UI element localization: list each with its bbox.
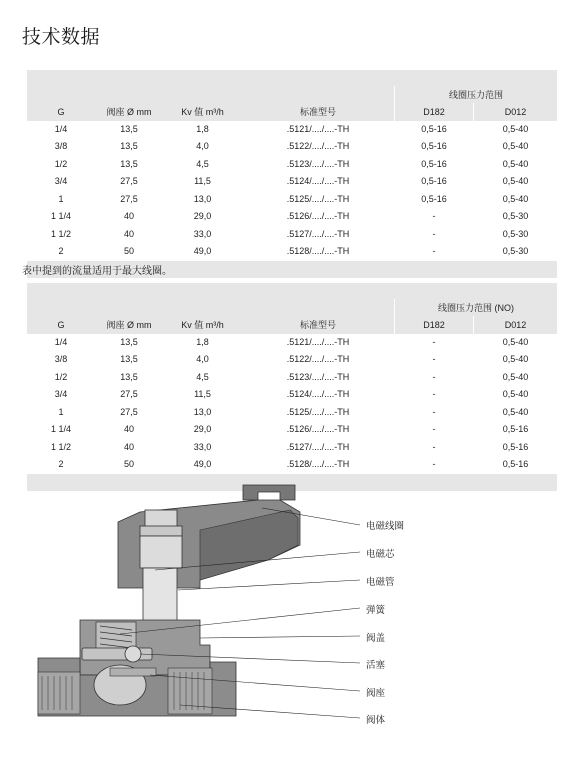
cell-d012: 0,5-40 — [473, 121, 557, 139]
cell-model: .5122/..../....-TH — [242, 138, 394, 156]
col-header-model: 标准型号 — [299, 107, 336, 118]
col-header-model: 标准型号 — [299, 320, 336, 331]
cell-d182: 0,5-16 — [394, 173, 473, 191]
table-row — [27, 173, 557, 191]
label-solenoid-core: 电磁芯 — [366, 549, 395, 560]
cell-kv: 11,5 — [163, 173, 242, 191]
table-top-band — [27, 70, 557, 86]
cell-d012: 0,5-30 — [473, 226, 557, 244]
cell-model: .5126/..../....-TH — [242, 208, 394, 226]
cell-d012: 0,5-40 — [473, 404, 557, 422]
valve-cutaway-illustration — [0, 470, 585, 761]
cell-kv: 11,5 — [163, 386, 242, 404]
cell-kv: 33,0 — [163, 226, 242, 244]
cell-model: .5127/..../....-TH — [242, 439, 394, 457]
cell-g: 3/8 — [27, 138, 95, 156]
cell-seat: 27,5 — [95, 191, 163, 209]
cell-d182: - — [394, 208, 473, 226]
col-header-d012: D012 — [473, 316, 557, 334]
cell-kv: 4,0 — [163, 351, 242, 369]
col-header-g: G — [57, 106, 65, 117]
cell-model: .5124/..../....-TH — [242, 173, 394, 191]
table-row — [27, 121, 557, 139]
table-top-band — [27, 283, 557, 299]
cell-d012: 0,5-30 — [473, 243, 557, 261]
table-group-header-row — [27, 86, 557, 103]
col-header-seat: 阀座 Ø mm — [106, 107, 152, 118]
spec-table-nc — [27, 70, 557, 278]
cell-seat: 13,5 — [95, 334, 163, 352]
table-row — [27, 386, 557, 404]
cell-seat: 13,5 — [95, 369, 163, 387]
table-header-row — [27, 103, 557, 121]
cell-seat: 40 — [95, 421, 163, 439]
cell-g: 3/8 — [27, 351, 95, 369]
table-row — [27, 156, 557, 174]
cell-seat: 50 — [95, 456, 163, 474]
page-title: 技术数据 — [22, 27, 101, 48]
cell-g: 1 1/4 — [27, 208, 95, 226]
cell-g: 1/2 — [27, 369, 95, 387]
label-bonnet: 阀盖 — [366, 633, 386, 644]
cell-d012: 0,5-40 — [473, 351, 557, 369]
cell-d012: 0,5-16 — [473, 439, 557, 457]
table-note: 表中提到的流量适用于最大线圈。 — [22, 266, 172, 277]
cell-d182: - — [394, 351, 473, 369]
cell-seat: 13,5 — [95, 121, 163, 139]
cell-d182: 0,5-16 — [394, 156, 473, 174]
cell-d012: 0,5-40 — [473, 191, 557, 209]
col-header-g: G — [57, 319, 65, 330]
cell-seat: 13,5 — [95, 138, 163, 156]
label-spring: 弹簧 — [366, 605, 386, 616]
cell-g: 1 — [27, 404, 95, 422]
cell-model: .5121/..../....-TH — [242, 334, 394, 352]
cell-d182: 0,5-16 — [394, 191, 473, 209]
cell-model: .5125/..../....-TH — [242, 191, 394, 209]
cell-d182: - — [394, 369, 473, 387]
table-row — [27, 243, 557, 261]
cell-d182: - — [394, 386, 473, 404]
cell-kv: 13,0 — [163, 191, 242, 209]
table-row — [27, 421, 557, 439]
table-row — [27, 404, 557, 422]
cell-seat: 50 — [95, 243, 163, 261]
cell-d012: 0,5-40 — [473, 369, 557, 387]
cell-d012: 0,5-40 — [473, 156, 557, 174]
cell-d182: - — [394, 421, 473, 439]
cell-seat: 27,5 — [95, 404, 163, 422]
cell-seat: 27,5 — [95, 173, 163, 191]
cell-kv: 1,8 — [163, 121, 242, 139]
cell-model: .5128/..../....-TH — [242, 243, 394, 261]
cell-model: .5123/..../....-TH — [242, 156, 394, 174]
cell-d012: 0,5-40 — [473, 173, 557, 191]
cell-g: 1/4 — [27, 334, 95, 352]
cell-g: 1 — [27, 191, 95, 209]
col-header-kv: Kv 值 m³/h — [181, 320, 224, 331]
cell-d182: - — [394, 334, 473, 352]
table-row — [27, 369, 557, 387]
cell-d012: 0,5-40 — [473, 386, 557, 404]
table-row — [27, 226, 557, 244]
cell-model: .5121/..../....-TH — [242, 121, 394, 139]
label-solenoid-coil: 电磁线圈 — [366, 521, 405, 532]
cell-d182: - — [394, 243, 473, 261]
spec-table-no — [27, 283, 557, 491]
cell-kv: 29,0 — [163, 421, 242, 439]
cell-d182: - — [394, 456, 473, 474]
label-piston: 活塞 — [366, 660, 386, 671]
cell-seat: 40 — [95, 208, 163, 226]
table-row — [27, 439, 557, 457]
cell-d182: - — [394, 226, 473, 244]
cell-kv: 29,0 — [163, 208, 242, 226]
group-header: 线圈压力范围 (NO) — [394, 299, 557, 316]
col-header-seat: 阀座 Ø mm — [106, 320, 152, 331]
cell-kv: 4,0 — [163, 138, 242, 156]
cell-d182: 0,5-16 — [394, 138, 473, 156]
cell-kv: 1,8 — [163, 334, 242, 352]
cell-model: .5122/..../....-TH — [242, 351, 394, 369]
cell-kv: 4,5 — [163, 369, 242, 387]
cell-kv: 33,0 — [163, 439, 242, 457]
table-row — [27, 208, 557, 226]
cell-d182: - — [394, 439, 473, 457]
cell-g: 1/4 — [27, 121, 95, 139]
table-group-header-row — [27, 299, 557, 316]
cell-seat: 40 — [95, 439, 163, 457]
table-header-row — [27, 316, 557, 334]
cell-kv: 13,0 — [163, 404, 242, 422]
cell-d012: 0,5-30 — [473, 208, 557, 226]
cell-seat: 40 — [95, 226, 163, 244]
cell-d182: 0,5-16 — [394, 121, 473, 139]
table-row — [27, 334, 557, 352]
cell-model: .5126/..../....-TH — [242, 421, 394, 439]
cell-d012: 0,5-16 — [473, 456, 557, 474]
cell-g: 1 1/4 — [27, 421, 95, 439]
col-header-kv: Kv 值 m³/h — [181, 107, 224, 118]
cell-kv: 49,0 — [163, 456, 242, 474]
cell-d012: 0,5-16 — [473, 421, 557, 439]
cell-g: 3/4 — [27, 386, 95, 404]
cell-seat: 27,5 — [95, 386, 163, 404]
cell-seat: 13,5 — [95, 351, 163, 369]
col-header-d012: D012 — [473, 103, 557, 121]
cell-d182: - — [394, 404, 473, 422]
cell-model: .5124/..../....-TH — [242, 386, 394, 404]
cell-g: 1 1/2 — [27, 439, 95, 457]
cell-kv: 49,0 — [163, 243, 242, 261]
col-header-d182: D182 — [394, 316, 473, 334]
cell-seat: 13,5 — [95, 156, 163, 174]
cell-d012: 0,5-40 — [473, 334, 557, 352]
label-valve-seat: 阀座 — [366, 688, 386, 699]
valve-cutaway-diagram — [0, 470, 585, 761]
cell-g: 3/4 — [27, 173, 95, 191]
table-row — [27, 138, 557, 156]
cell-model: .5125/..../....-TH — [242, 404, 394, 422]
cell-g: 1 1/2 — [27, 226, 95, 244]
cell-model: .5123/..../....-TH — [242, 369, 394, 387]
cell-g: 2 — [27, 243, 95, 261]
cell-g: 1/2 — [27, 156, 95, 174]
cell-d012: 0,5-40 — [473, 138, 557, 156]
cell-g: 2 — [27, 456, 95, 474]
label-solenoid-tube: 电磁管 — [366, 577, 395, 588]
group-header: 线圈压力范围 — [394, 86, 557, 103]
cell-kv: 4,5 — [163, 156, 242, 174]
cell-model: .5128/..../....-TH — [242, 456, 394, 474]
label-valve-body: 阀体 — [366, 715, 386, 726]
table-row — [27, 191, 557, 209]
cell-model: .5127/..../....-TH — [242, 226, 394, 244]
col-header-d182: D182 — [394, 103, 473, 121]
table-row — [27, 351, 557, 369]
